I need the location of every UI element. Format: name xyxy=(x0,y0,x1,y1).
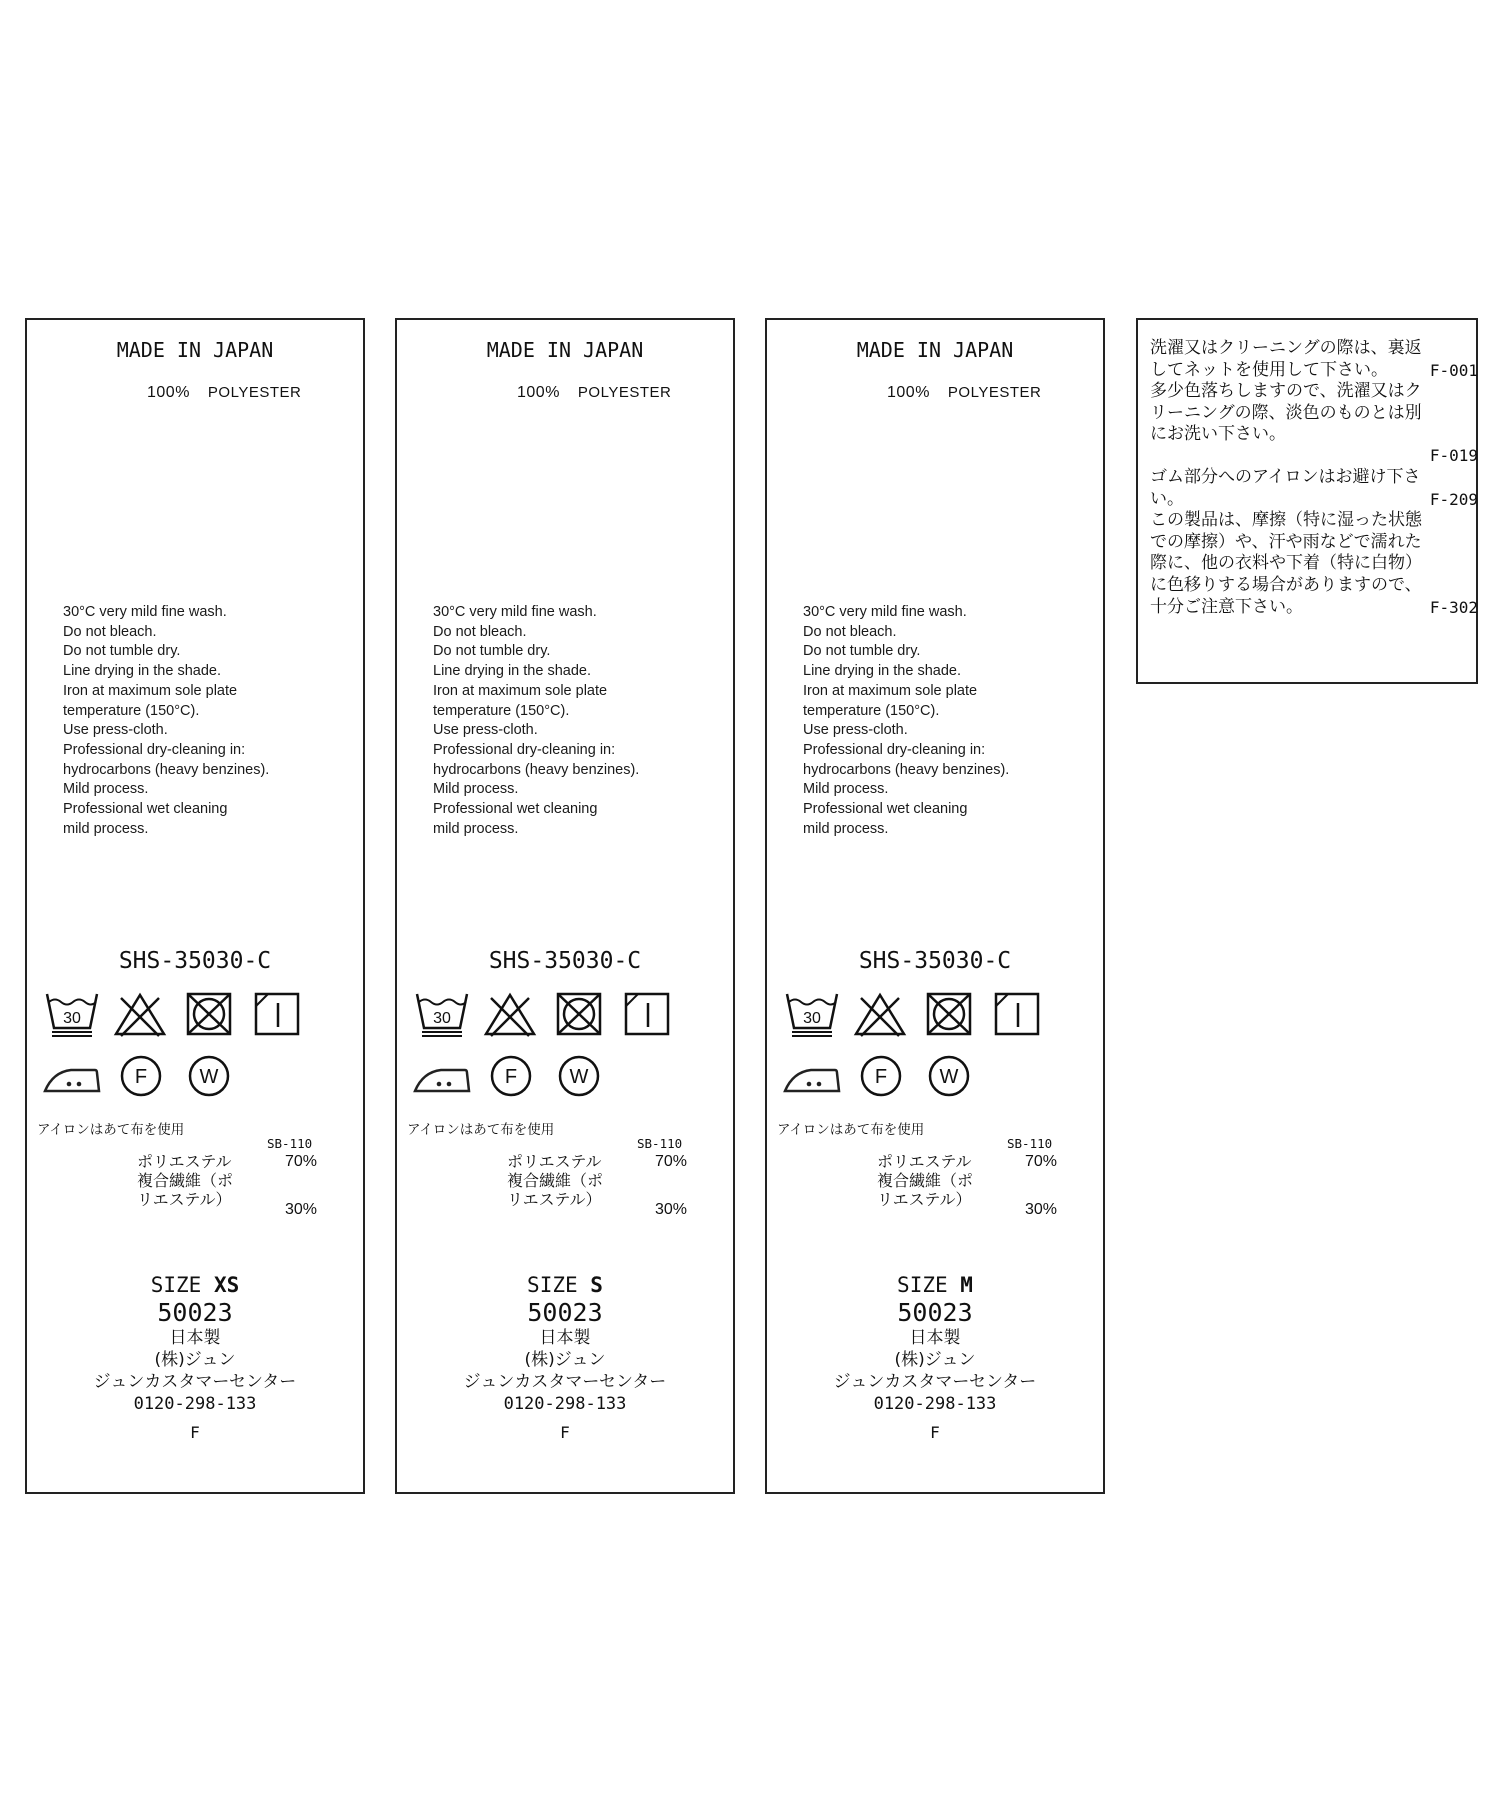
made-in: 日本製 xyxy=(909,1328,961,1348)
note-code: F-001 xyxy=(1429,360,1478,380)
lot-number: 50023 xyxy=(157,1298,233,1327)
company-name: (株)ジュン xyxy=(894,1350,976,1370)
phone-number: 0120-298-133 xyxy=(873,1394,997,1414)
size-line xyxy=(27,1272,363,1298)
note-item xyxy=(1150,510,1478,618)
care-line: Do not bleach. xyxy=(63,623,157,640)
fiber-row xyxy=(507,1171,687,1218)
iron-note: アイロンはあて布を使用 xyxy=(777,1122,925,1138)
care-line: Iron at maximum sole plate xyxy=(63,682,238,699)
made-in: 日本製 xyxy=(539,1328,591,1348)
wash-temp: 30 xyxy=(803,1010,821,1027)
label-footer xyxy=(27,1272,363,1415)
care-line: Do not bleach. xyxy=(803,623,897,640)
iron-medium-icon xyxy=(413,1064,473,1094)
product-code: SHS-35030-C xyxy=(858,948,1012,974)
size-label: SIZE xyxy=(897,1273,948,1297)
material-percent: 100% xyxy=(887,384,930,401)
material-name: POLYESTER xyxy=(577,384,672,401)
fiber-name: 複合繊維（ポリエステル） xyxy=(877,1171,974,1209)
dryclean-f-icon xyxy=(119,1054,163,1098)
sb-code: SB-110 xyxy=(1007,1136,1053,1151)
wetclean-w-icon xyxy=(557,1054,601,1098)
material-line xyxy=(147,384,301,402)
note-item xyxy=(1150,466,1478,510)
care-label-m xyxy=(765,318,1105,1494)
customer-center: ジュンカスタマーセンター xyxy=(93,1372,297,1392)
wash-temp: 30 xyxy=(433,1010,451,1027)
note-code: F-019 xyxy=(1429,446,1478,466)
care-line: Do not tumble dry. xyxy=(63,643,181,660)
iron-medium-icon xyxy=(783,1064,843,1094)
care-label-xs xyxy=(25,318,365,1494)
fiber-name: ポリエステル xyxy=(507,1152,602,1171)
care-line: Iron at maximum sole plate xyxy=(803,682,978,699)
dryclean-f-icon xyxy=(489,1054,533,1098)
lot-number: 50023 xyxy=(897,1298,973,1327)
label-footer xyxy=(767,1272,1103,1415)
care-line: Line drying in the shade. xyxy=(803,663,961,680)
fiber-row xyxy=(507,1152,687,1171)
customer-center: ジュンカスタマーセンター xyxy=(833,1372,1037,1392)
bottom-letter: F xyxy=(560,1423,570,1442)
wash-30-icon xyxy=(415,990,469,1038)
wash-temp: 30 xyxy=(63,1010,81,1027)
lot-number: 50023 xyxy=(527,1298,603,1327)
no-bleach-icon xyxy=(113,992,167,1038)
care-line: Iron at maximum sole plate xyxy=(433,682,608,699)
care-notes-card xyxy=(1136,318,1478,684)
phone-number: 0120-298-133 xyxy=(503,1394,627,1414)
product-code: SHS-35030-C xyxy=(488,948,642,974)
care-line: Mild process. xyxy=(433,781,519,798)
care-line: Professional wet cleaning xyxy=(63,801,228,818)
care-line: temperature (150°C). xyxy=(803,702,940,719)
bottom-letter: F xyxy=(930,1423,940,1442)
fiber-percent: 70% xyxy=(284,1153,317,1170)
size-line xyxy=(767,1272,1103,1298)
wetclean-letter: W xyxy=(939,1066,959,1088)
care-line: 30°C very mild fine wash. xyxy=(433,604,597,620)
note-text: 洗濯又はクリーニングの際は、裏返してネットを使用して下さい。 xyxy=(1150,338,1422,380)
fiber-name: ポリエステル xyxy=(137,1152,232,1171)
bottom-letter: F xyxy=(190,1423,200,1442)
care-line: Professional wet cleaning xyxy=(433,801,598,818)
care-line: temperature (150°C). xyxy=(63,702,200,719)
dryclean-letter: F xyxy=(134,1066,148,1088)
material-percent: 100% xyxy=(517,384,560,401)
note-code: F-302 xyxy=(1429,597,1478,617)
fiber-percent: 70% xyxy=(654,1153,687,1170)
size-line xyxy=(397,1272,733,1298)
product-code: SHS-35030-C xyxy=(118,948,272,974)
wash-30-icon xyxy=(45,990,99,1038)
material-line xyxy=(887,384,1041,402)
note-text: この製品は、摩擦（特に湿った状態での摩擦）や、汗や雨などで濡れた際に、他の衣料や下着（特に白物）に色移りする場合がありますので、十分ご注意下さい。 xyxy=(1150,510,1422,617)
material-percent: 100% xyxy=(147,384,190,401)
fiber-percent: 70% xyxy=(1024,1153,1057,1170)
wash-30-icon xyxy=(785,990,839,1038)
size-value: M xyxy=(960,1273,973,1297)
material-line xyxy=(517,384,671,402)
no-tumble-dry-icon xyxy=(925,991,973,1037)
care-line: temperature (150°C). xyxy=(433,702,570,719)
customer-center: ジュンカスタマーセンター xyxy=(463,1372,667,1392)
note-item xyxy=(1150,381,1478,467)
size-label: SIZE xyxy=(150,1273,202,1297)
care-line: mild process. xyxy=(433,820,519,837)
fiber-percent: 30% xyxy=(284,1201,317,1218)
care-line: Use press-cloth. xyxy=(803,722,908,739)
fiber-percent: 30% xyxy=(1024,1201,1057,1218)
care-line: Mild process. xyxy=(803,781,889,798)
wetclean-letter: W xyxy=(569,1066,589,1088)
care-line: Line drying in the shade. xyxy=(63,663,221,680)
care-line: Mild process. xyxy=(63,781,149,798)
fiber-percent: 30% xyxy=(654,1201,687,1218)
dryclean-f-icon xyxy=(859,1054,903,1098)
care-line: Professional dry-cleaning in: xyxy=(433,741,616,758)
note-code: F-209 xyxy=(1429,489,1478,509)
care-line: Use press-cloth. xyxy=(63,722,168,739)
wetclean-w-icon xyxy=(187,1054,231,1098)
care-label-s xyxy=(395,318,735,1494)
dryclean-letter: F xyxy=(874,1066,888,1088)
care-line: Do not tumble dry. xyxy=(803,643,921,660)
iron-medium-icon xyxy=(43,1064,103,1094)
fiber-name: ポリエステル xyxy=(877,1152,972,1171)
care-line: Use press-cloth. xyxy=(433,722,538,739)
care-line: Do not tumble dry. xyxy=(433,643,551,660)
line-dry-shade-icon xyxy=(993,991,1041,1037)
material-name: POLYESTER xyxy=(207,384,302,401)
size-label: SIZE xyxy=(527,1273,578,1297)
no-tumble-dry-icon xyxy=(185,991,233,1037)
phone-number: 0120-298-133 xyxy=(133,1394,257,1414)
sb-code: SB-110 xyxy=(637,1136,683,1151)
care-line: Professional wet cleaning xyxy=(803,801,968,818)
made-in: 日本製 xyxy=(169,1328,221,1348)
material-name: POLYESTER xyxy=(947,384,1042,401)
line-dry-shade-icon xyxy=(253,991,301,1037)
fiber-name: 複合繊維（ポリエステル） xyxy=(137,1171,234,1209)
care-line: hydrocarbons (heavy benzines). xyxy=(803,761,1010,778)
note-item xyxy=(1150,338,1478,381)
note-text: 多少色落ちしますので、洗濯又はクリーニングの際、淡色のものとは別にお洗い下さい。 xyxy=(1150,381,1422,445)
fiber-row xyxy=(877,1152,1057,1171)
dryclean-letter: F xyxy=(504,1066,518,1088)
care-line: hydrocarbons (heavy benzines). xyxy=(63,761,270,778)
origin-text: MADE IN JAPAN xyxy=(486,338,644,362)
care-instructions xyxy=(803,603,1009,839)
wetclean-letter: W xyxy=(199,1066,219,1088)
iron-note: アイロンはあて布を使用 xyxy=(407,1122,555,1138)
care-line: 30°C very mild fine wash. xyxy=(63,604,227,620)
iron-note: アイロンはあて布を使用 xyxy=(37,1122,185,1138)
care-line: 30°C very mild fine wash. xyxy=(803,604,967,620)
company-name: (株)ジュン xyxy=(154,1350,236,1370)
no-bleach-icon xyxy=(853,992,907,1038)
size-value: XS xyxy=(213,1273,240,1297)
care-line: Professional dry-cleaning in: xyxy=(803,741,986,758)
care-instructions xyxy=(63,603,269,839)
wetclean-w-icon xyxy=(927,1054,971,1098)
origin-text: MADE IN JAPAN xyxy=(116,338,274,362)
line-dry-shade-icon xyxy=(623,991,671,1037)
care-line: Do not bleach. xyxy=(433,623,527,640)
sb-code: SB-110 xyxy=(267,1136,313,1151)
label-footer xyxy=(397,1272,733,1415)
origin-text: MADE IN JAPAN xyxy=(856,338,1014,362)
care-line: hydrocarbons (heavy benzines). xyxy=(433,761,640,778)
fiber-row xyxy=(137,1152,317,1171)
fiber-name: 複合繊維（ポリエステル） xyxy=(507,1171,604,1209)
care-line: mild process. xyxy=(63,820,149,837)
care-instructions xyxy=(433,603,639,839)
note-text: ゴム部分へのアイロンはお避け下さい。 xyxy=(1150,466,1421,509)
company-name: (株)ジュン xyxy=(524,1350,606,1370)
fiber-row xyxy=(137,1171,317,1218)
care-notes xyxy=(1150,338,1478,618)
size-value: S xyxy=(590,1273,603,1297)
fiber-row xyxy=(877,1171,1057,1218)
care-line: Professional dry-cleaning in: xyxy=(63,741,246,758)
no-tumble-dry-icon xyxy=(555,991,603,1037)
care-line: Line drying in the shade. xyxy=(433,663,591,680)
no-bleach-icon xyxy=(483,992,537,1038)
care-line: mild process. xyxy=(803,820,889,837)
